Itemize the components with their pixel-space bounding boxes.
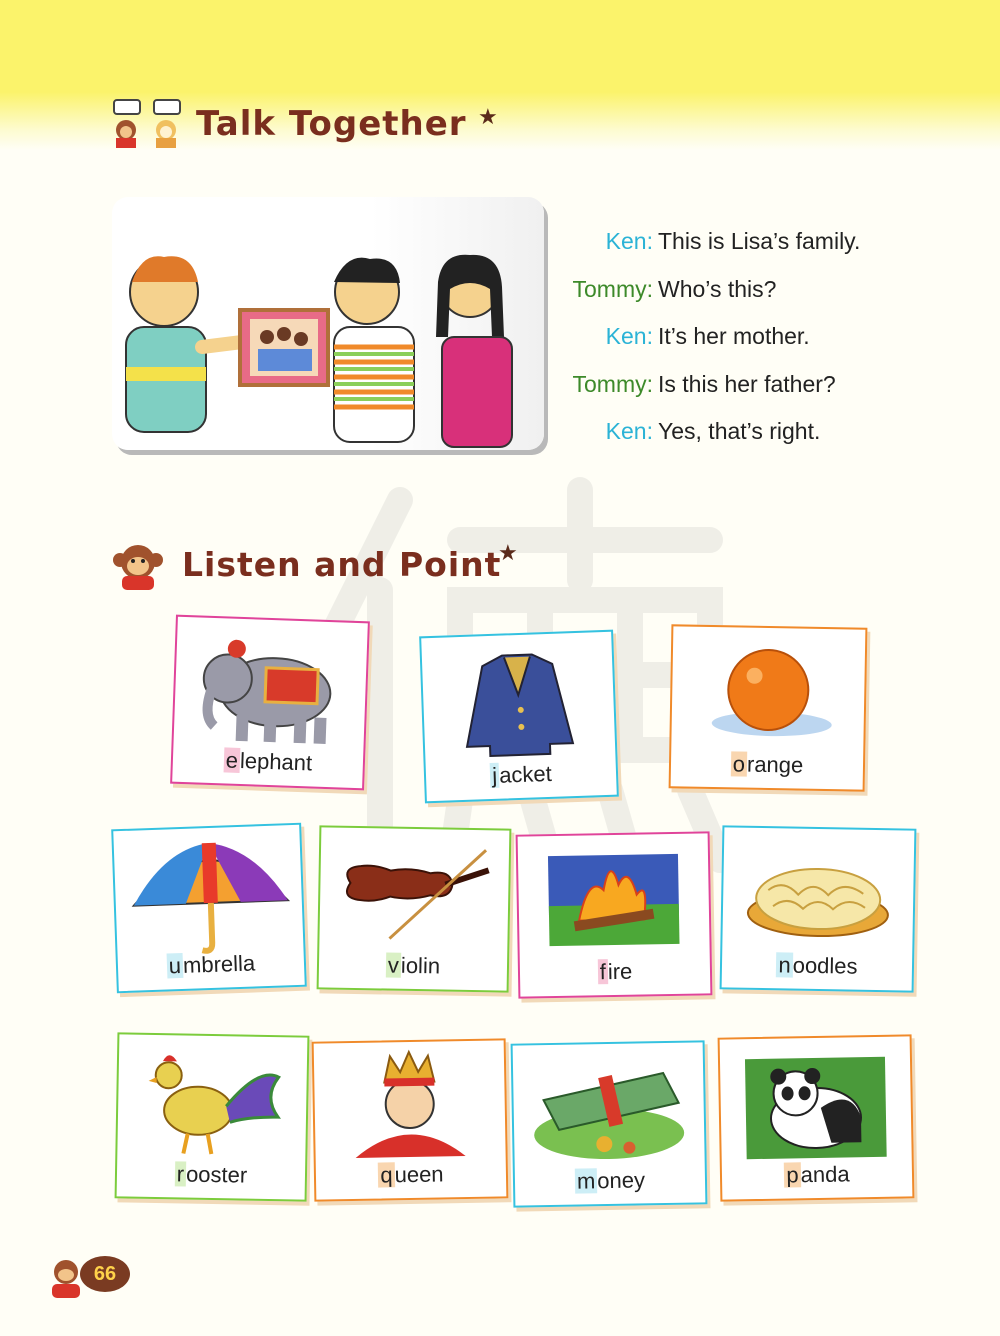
- speaker-name: Ken:: [605, 323, 653, 349]
- vocab-word: jacket: [491, 760, 553, 788]
- talk-together-heading: Talk Together: [196, 104, 467, 144]
- vocab-word: elephant: [225, 747, 313, 776]
- dialogue-text: Yes, that’s right.: [658, 418, 821, 444]
- orange-icon: [671, 626, 865, 759]
- vocab-card-panda[interactable]: [718, 1034, 915, 1201]
- dialogue-line-3: [548, 317, 968, 365]
- queen-icon: [314, 1040, 506, 1173]
- speaker-name: Tommy:: [572, 275, 653, 302]
- speaker-name: Ken:: [605, 418, 653, 444]
- dialogue-text: It’s her mother.: [658, 323, 810, 349]
- vocab-card-money[interactable]: [511, 1040, 708, 1207]
- vocab-word: violin: [387, 952, 441, 979]
- vocab-word: rooster: [176, 1161, 248, 1188]
- vocab-card-umbrella[interactable]: [111, 823, 307, 994]
- dialogue-text: This is Lisa’s family.: [658, 228, 861, 254]
- vocab-card-violin[interactable]: [317, 825, 512, 992]
- vocab-card-queen[interactable]: [312, 1038, 509, 1201]
- vocab-card-noodles[interactable]: [720, 825, 917, 992]
- vocab-card-jacket[interactable]: [419, 630, 619, 804]
- money-icon: [513, 1042, 705, 1175]
- jacket-icon: [421, 632, 615, 769]
- umbrella-icon: [113, 825, 303, 961]
- star-icon: ★: [498, 540, 518, 565]
- vocab-word: panda: [786, 1161, 850, 1188]
- vocab-word: fire: [599, 958, 633, 985]
- vocab-word: orange: [732, 751, 804, 778]
- panda-icon: [720, 1036, 912, 1169]
- vocab-card-fire[interactable]: [516, 831, 713, 998]
- speaker-name: Tommy:: [572, 370, 653, 397]
- fire-icon: [518, 833, 710, 966]
- vocab-word: umbrella: [168, 950, 256, 979]
- dialogue-text: Is this her father?: [658, 370, 836, 397]
- vocab-card-rooster[interactable]: [115, 1032, 310, 1201]
- page-number: 66: [80, 1256, 130, 1292]
- dialogue-line-4: [548, 365, 968, 413]
- monkey-icon: [110, 540, 166, 590]
- speaker-name: Ken:: [605, 228, 653, 254]
- listen-and-point-heading: Listen and Point: [182, 545, 502, 584]
- dialogue-line-5: [548, 412, 968, 460]
- kids-with-photo-illustration: [112, 197, 544, 450]
- talking-kids-icon: [110, 98, 190, 150]
- dialogue-line-2: [548, 270, 968, 318]
- vocab-card-orange[interactable]: [669, 624, 868, 791]
- dialogue-box: [548, 222, 968, 460]
- dialogue-line-1: [548, 222, 968, 270]
- vocab-word: queen: [380, 1161, 444, 1188]
- noodles-icon: [722, 827, 914, 960]
- vocab-word: noodles: [778, 952, 858, 979]
- star-icon: ★: [478, 104, 498, 129]
- vocab-word: money: [576, 1167, 646, 1194]
- rooster-icon: [117, 1034, 307, 1167]
- dialogue-text: Who’s this?: [658, 275, 777, 302]
- family-photo-scene: [112, 197, 544, 450]
- vocab-card-elephant[interactable]: [170, 615, 370, 791]
- violin-icon: [319, 827, 509, 960]
- elephant-icon: [173, 617, 367, 754]
